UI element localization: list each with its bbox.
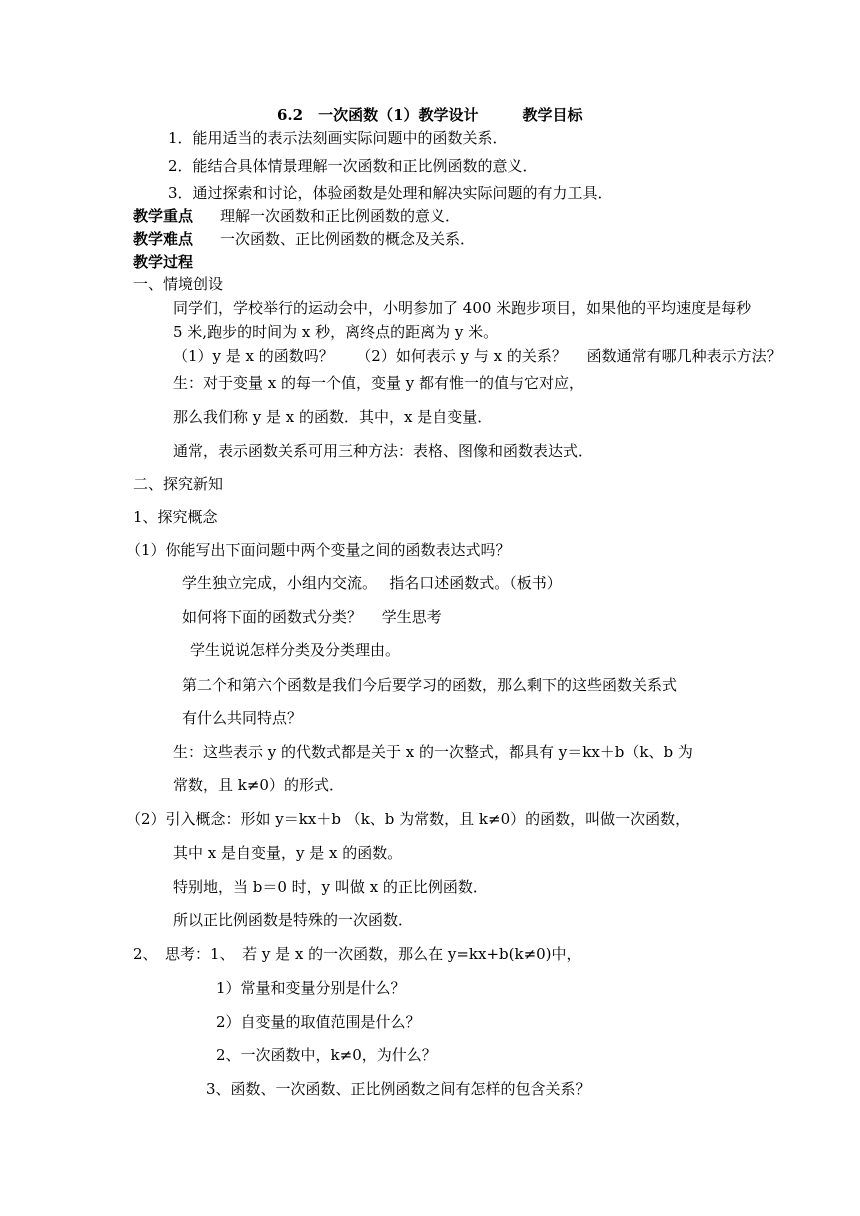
scenario-questions: （1）y 是 x 的函数吗？ （2）如何表示 y 与 x 的关系？ 函数通常有哪几种表示方法？ <box>173 347 782 365</box>
difficulty-label: 教学难点 <box>133 230 194 248</box>
key-point-label: 教学重点 <box>133 207 194 225</box>
think-question: 1）常量和变量分别是什么？ <box>216 979 406 997</box>
activity-line: 如何将下面的函数式分类？ 学生思考 <box>182 608 442 626</box>
key-point-text: 理解一次函数和正比例函数的意义． <box>220 207 461 225</box>
difficulty-row <box>133 229 475 249</box>
objective-item: 3．通过探索和讨论，体验函数是处理和解决实际问题的有力工具． <box>168 184 613 202</box>
subsection-heading: 1、探究概念 <box>133 508 218 526</box>
objective-item: 1．能用适当的表示法刻画实际问题中的函数关系． <box>168 129 508 147</box>
question-1: （1）你能写出下面问题中两个变量之间的函数表达式吗？ <box>126 541 511 559</box>
think-question: 2、一次函数中，k≠0，为什么？ <box>216 1046 437 1064</box>
answer-line: 生：对于变量 x 的每一个值，变量 y 都有惟一的值与它对应， <box>173 374 585 392</box>
process-heading: 教学过程 <box>133 253 194 271</box>
difficulty-text: 一次函数、正比例函数的概念及关系． <box>220 230 476 248</box>
activity-line: 学生独立完成，小组内交流。 指名口述函数式。（板书） <box>182 574 562 592</box>
activity-line: 第二个和第六个函数是我们今后要学习的函数，那么剩下的这些函数关系式 <box>182 676 678 694</box>
think-heading: 2、 思考：1、 若 y 是 x 的一次函数，那么在 y=kx+b(k≠0)中， <box>133 945 582 963</box>
scenario-paragraph: 同学们，学校举行的运动会中，小明参加了 400 米跑步项目，如果他的平均速度是每秒 <box>173 299 752 317</box>
activity-line: 有什么共同特点？ <box>182 709 303 727</box>
key-point-row <box>133 206 460 226</box>
answer-line: 通常，表示函数关系可用三种方法：表格、图像和函数表达式． <box>173 442 594 460</box>
objective-item: 2．能结合具体情景理解一次函数和正比例函数的意义． <box>168 157 538 175</box>
concept-line: 其中 x 是自变量，y 是 x 的函数。 <box>173 844 403 862</box>
student-answer: 生：这些表示 y 的代数式都是关于 x 的一次整式，都具有 y＝kx＋b（k、b 为 <box>173 743 693 761</box>
answer-line: 那么我们称 y 是 x 的函数．其中，x 是自变量． <box>173 408 493 426</box>
objectives-heading: 教学目标 <box>522 106 583 124</box>
concept-line: 所以正比例函数是特殊的一次函数． <box>173 911 414 929</box>
document-title: 6.2 一次函数（1）教学设计 教学目标 <box>277 106 583 124</box>
section1-heading: 一、情境创设 <box>133 275 224 293</box>
student-answer-cont: 常数，且 k≠0）的形式． <box>173 776 344 794</box>
scenario-paragraph-cont: 5 米,跑步的时间为 x 秒，离终点的距离为 y 米。 <box>173 323 499 341</box>
think-question: 2）自变量的取值范围是什么？ <box>216 1013 421 1031</box>
section2-heading: 二、探究新知 <box>133 475 224 493</box>
concept-line: 特别地，当 b＝0 时，y 叫做 x 的正比例函数． <box>173 878 488 896</box>
question-2: （2）引入概念：形如 y＝kx＋b （k、b 为常数，且 k≠0）的函数，叫做一次函数， <box>126 810 691 828</box>
think-question: 3、函数、一次函数、正比例函数之间有怎样的包含关系？ <box>206 1080 591 1098</box>
activity-line: 学生说说怎样分类及分类理由。 <box>190 641 401 659</box>
